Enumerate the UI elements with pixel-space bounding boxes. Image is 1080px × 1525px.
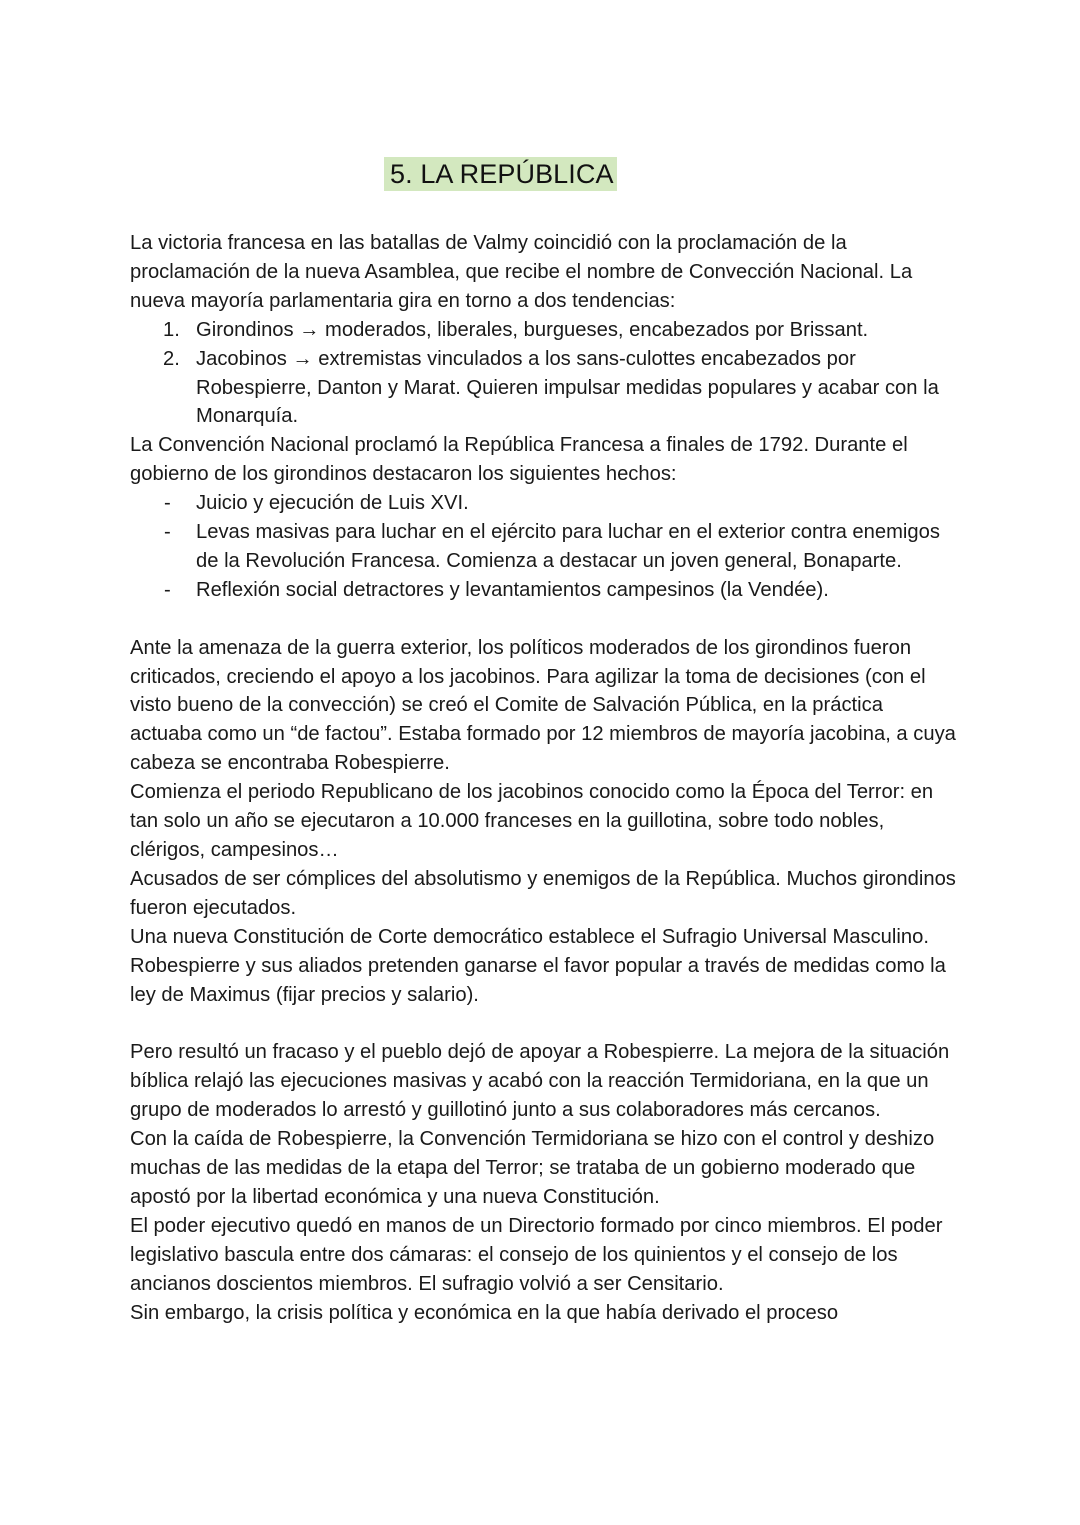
intro-paragraph: La victoria francesa en las batallas de Valmy coincidió con la proclamación de la proclamación de la nueva Asamblea, que recibe el nombre de Convección Nacional. La nueva mayoría parlamentaria gira en torno a dos tendencias: xyxy=(130,232,913,312)
jacobinos-paragraph-2: Comienza el periodo Republicano de los jacobinos conocido como la Época del Terror: en tan solo un año se ejecutaron a 10.000 franceses en la guillotina, sobre todo nobles, clérigos, campesinos… xyxy=(130,781,934,862)
list-number: 2. xyxy=(163,347,180,370)
document-body xyxy=(130,229,960,1327)
termidor-paragraph-1: Pero resultó un fracaso y el pueblo dejó de apoyar a Robespierre. La mejora de la situación bíblica relajó las ejecuciones masivas y acabó con la reacción Termidoriana, en la que un grupo de moderados lo arrestó y guillotinó junto a sus colaboradores más cercanos. xyxy=(130,1041,950,1122)
termidor-paragraph-4: Sin embargo, la crisis política y económica en la que había derivado el proceso xyxy=(130,1301,839,1324)
section-title-wrapper xyxy=(384,157,617,191)
tendencias-list xyxy=(130,316,960,432)
jacobinos-paragraph-3: Acusados de ser cómplices del absolutismo y enemigos de la República. Muchos girondinos fueron ejecutados. xyxy=(130,867,956,919)
termidor-paragraph-3: El poder ejecutivo quedó en manos de un Directorio formado por cinco miembros. El poder legislativo bascula entre dos cámaras: el consejo de los quinientos y el consejo de los ancianos doscientos miembros. El sufragio volvió a ser Censitario. xyxy=(130,1214,943,1295)
list-item-text: Reflexión social detractores y levantamientos campesinos (la Vendée). xyxy=(196,578,829,601)
hechos-list xyxy=(130,489,960,605)
dash-bullet: - xyxy=(164,521,171,544)
jacobinos-paragraph-1: Ante la amenaza de la guerra exterior, los políticos moderados de los girondinos fueron criticados, creciendo el apoyo a los jacobinos. Para agilizar la toma de decisiones (con el visto bueno de la convección) se creó el Comite de Salvación Pública, en la práctica actuaba como un “de factou”. Estaba formado por 12 miembros de mayoría jacobina, a cuya cabeza se encontraba Robespierre. xyxy=(130,636,956,775)
list-item xyxy=(130,576,960,605)
girondinos-paragraph: La Convención Nacional proclamó la República Francesa a finales de 1792. Durante el gobierno de los girondinos destacaron los siguientes hechos: xyxy=(130,434,908,486)
list-item-girondinos xyxy=(130,316,960,345)
list-item-jacobinos xyxy=(130,345,960,432)
section-title: 5. LA REPÚBLICA xyxy=(384,157,617,191)
dash-bullet: - xyxy=(164,492,171,515)
jacobinos-paragraph-4: Una nueva Constitución de Corte democrático establece el Sufragio Universal Masculino. Robespierre y sus aliados pretenden ganarse el favor popular a través de medidas como la ley de Maximus (fijar precios y salario). xyxy=(130,925,946,1006)
list-number: 1. xyxy=(163,318,180,341)
list-item xyxy=(130,518,960,576)
blank-line xyxy=(130,605,960,634)
list-item-text: Levas masivas para luchar en el ejército para luchar en el exterior contra enemigos de la Revolución Francesa. Comienza a destacar un joven general, Bonaparte. xyxy=(196,521,940,572)
list-item-text: Juicio y ejecución de Luis XVI. xyxy=(196,492,469,515)
termidor-paragraph-2: Con la caída de Robespierre, la Convención Termidoriana se hizo con el control y deshizo muchas de las medidas de la etapa del Terror; se trataba de un gobierno moderado que apostó por la libertad económica y una nueva Constitución. xyxy=(130,1128,935,1208)
list-item-text: Jacobinos → extremistas vinculados a los sans-culottes encabezados por Robespierre, Danton y Marat. Quieren impulsar medidas populares y acabar con la Monarquía. xyxy=(196,347,939,428)
dash-bullet: - xyxy=(164,578,171,601)
list-item xyxy=(130,489,960,518)
list-item-text: Girondinos → moderados, liberales, burgueses, encabezados por Brissant. xyxy=(196,318,869,341)
blank-line xyxy=(130,1009,960,1038)
